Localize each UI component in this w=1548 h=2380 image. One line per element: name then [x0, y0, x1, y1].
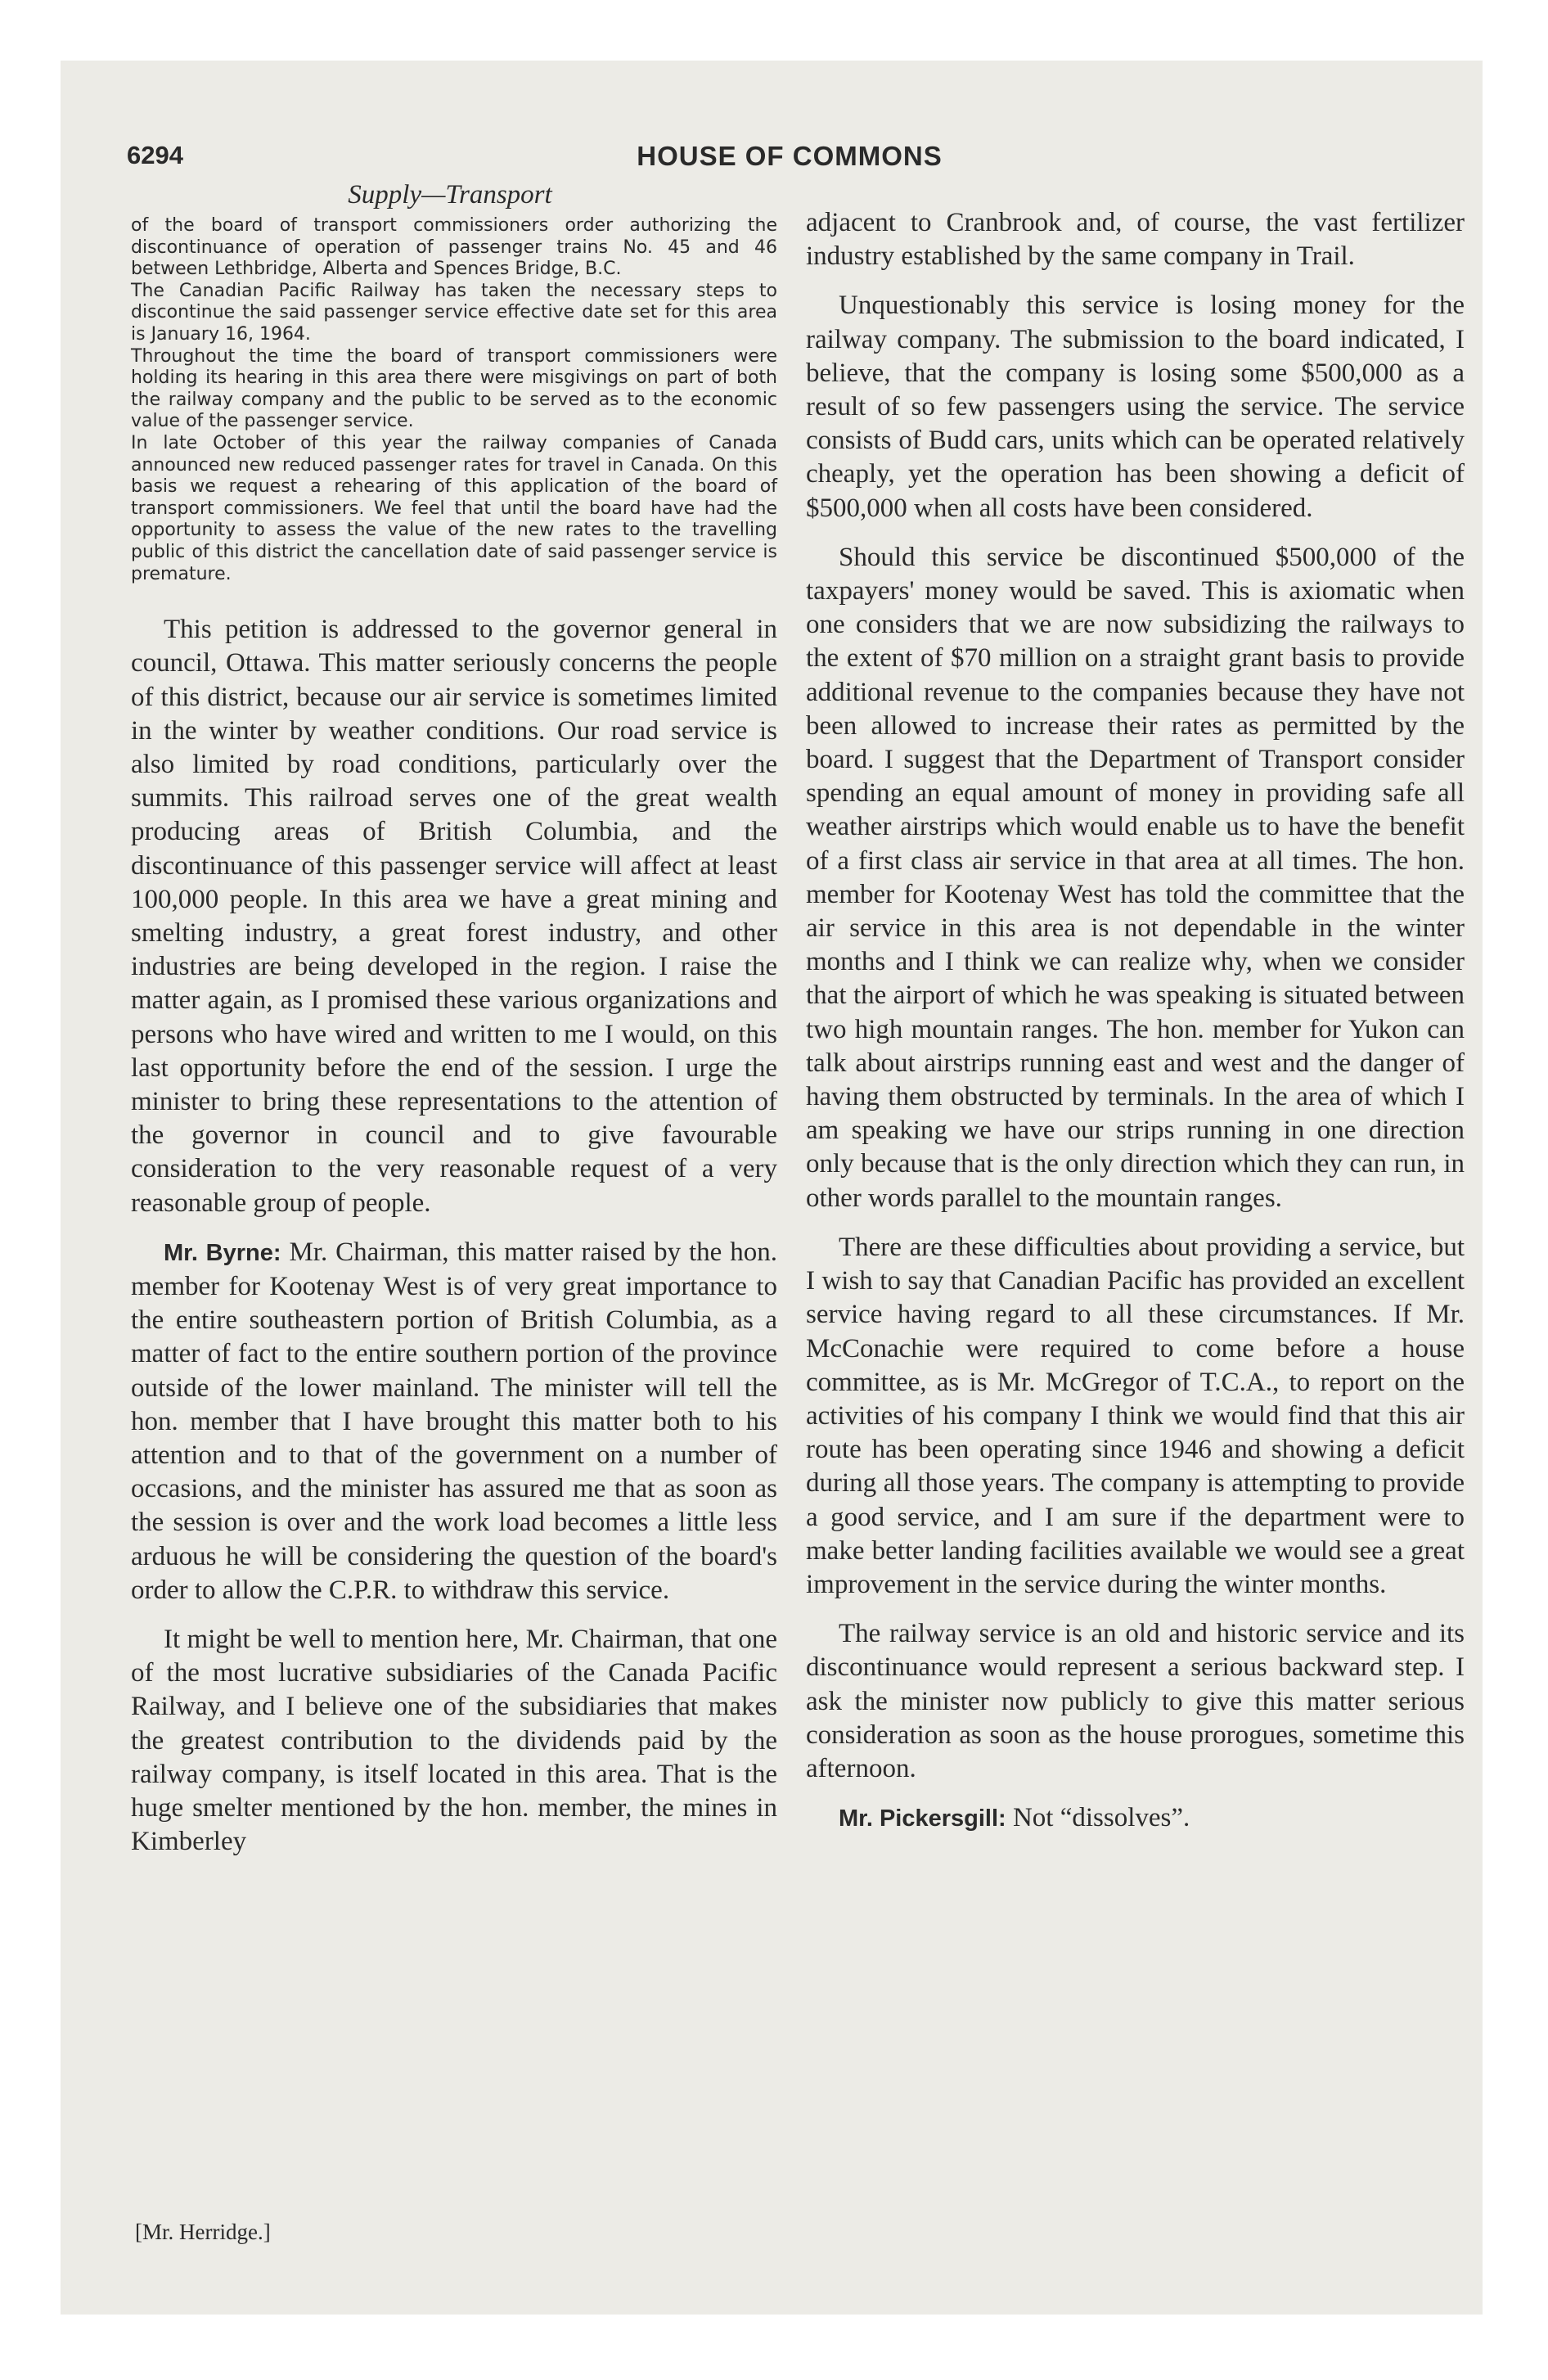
page-title: HOUSE OF COMMONS: [637, 141, 943, 171]
running-head: Supply—Transport: [348, 180, 552, 210]
body-paragraph: This petition is addressed to the governor general in council, Ottawa. This matter seriously concerns the people of this district, because our air service is sometimes limited in the winter by weather conditions. Our road service is also limited by road conditions, particularly over the summits. This railroad serves one of the great wealth producing areas of British Columbia, and the discontinuance of this passenger service will affect at least 100,000 people. In this area we have a great mining and smelting industry, a great forest industry, and other industries are being developed in the region. I raise the matter again, as I promised these various organizations and persons who have wired and written to me I would, on this last opportunity before the end of the session. I urge the minister to bring these representations to the attention of the governor in council and to give favourable consideration to the very reasonable request of a very reasonable group of people.: [131, 615, 777, 1218]
speaker-name: Mr. Byrne:: [164, 1239, 281, 1266]
body-paragraph: The railway service is an old and historic service and its discontinuance would represent a serious backward step. I ask the minister now publicly to give this matter serious consideration as soon as the house prorogues, sometime this afternoon.: [806, 1619, 1465, 1783]
footer-attribution: [Mr. Herridge.]: [135, 2220, 271, 2244]
body-paragraph: Should this service be discontinued $500,000 of the taxpayers' money would be saved. This is axiomatic when one considers that we are now subsidizing the railways to the extent of $70 million on a straight grant basis to provide additional revenue to the companies because they have not been allowed to increase their rates as permitted by the board. I suggest that the Department of Transport consider spending an equal amount of money in providing safe all weather airstrips which would enable us to have the benefit of a first class air service in that area at all times. The hon. member for Kootenay West has told the committee that the air service in this area is not dependable in the winter months and I think we can realize why, when we consider that the airport of which he was speaking is situated between two high mountain ranges. The hon. member for Yukon can talk about airstrips running east and west and the danger of having them obstructed by terminals. In the area of which I am speaking we have our strips running in one direction only because that is the only direction which they can run, in other words parallel to the mountain ranges.: [806, 542, 1465, 1213]
speech-paragraph: [131, 1236, 777, 1607]
speech-text: Not “dissolves”.: [1012, 1803, 1190, 1833]
body-paragraph: adjacent to Cranbrook and, of course, the vast fertilizer industry established by the same company in Trail.: [806, 208, 1465, 272]
speech-paragraph: [806, 1801, 1465, 1836]
quote-paragraph: Throughout the time the board of transport commissioners were holding its hearing in this area there were misgivings on part of both the railway company and the public to be served as to the economic value of the passenger service.: [131, 345, 777, 432]
body-paragraph: Unquestionably this service is losing money for the railway company. The submission to the board indicated, I believe, that the company is losing some $500,000 as a result of so few passengers using the service. The service consists of Budd cars, units which can be operated relatively cheaply, yet the operation has been showing a deficit of $500,000 when all costs have been considered.: [806, 291, 1465, 523]
body-paragraph: It might be well to mention here, Mr. Chairman, that one of the most lucrative subsidiaries of the Canada Pacific Railway, and I believe one of the subsidiaries that makes the greatest contribution to the dividends paid by the railway company, is itself located in this area. That is the huge smelter mentioned by the hon. member, the mines in Kimberley: [131, 1624, 777, 1857]
page-header: [127, 141, 1452, 174]
speaker-name: Mr. Pickersgill:: [839, 1805, 1006, 1832]
left-body: [131, 613, 777, 1859]
left-column: [131, 215, 777, 1874]
right-body: [806, 206, 1465, 1836]
body-paragraph: There are these difficulties about providing a service, but I wish to say that Canadian Pacific has provided an excellent service having regard to all these circumstances. If Mr. McConachie were required to come before a house committee, as is Mr. McGregor of T.C.A., to report on the activities of his company I think we would find that this air route has been operating since 1946 and showing a deficit during all those years. The company is attempting to provide a good service, and I am sure if the department were to make better landing facilities available we would see a great improvement in the service during the winter months.: [806, 1232, 1465, 1599]
right-column: [806, 206, 1465, 1851]
petition-quote: [131, 215, 777, 585]
quote-paragraph: The Canadian Pacific Railway has taken the necessary steps to discontinue the said passenger service effective date set for this area is January 16, 1964.: [131, 280, 777, 345]
quote-paragraph: of the board of transport commissioners order authorizing the discontinuance of operation of passenger trains No. 45 and 46 between Lethbridge, Alberta and Spences Bridge, B.C.: [131, 215, 777, 280]
page-number: 6294: [127, 141, 183, 169]
speech-text: Mr. Chairman, this matter raised by the hon. member for Kootenay West is of very great importance to the entire southeastern portion of British Columbia, as a matter of fact to the entire southern portion of the province outside of the lower mainland. The minister will tell the hon. member that I have brought this matter both to his attention and to that of the government on a number of occasions, and the minister has assured me that as soon as the session is over and the work load becomes a little less arduous he will be considering the question of the board's order to allow the C.P.R. to withdraw this service.: [131, 1237, 778, 1605]
quote-paragraph: In late October of this year the railway companies of Canada announced new reduced passenger rates for travel in Canada. On this basis we request a rehearing of this application of the board of transport commissioners. We feel that until the board have had the opportunity to assess the value of the new rates to the travelling public of this district the cancellation date of said passenger service is premature.: [131, 432, 777, 584]
